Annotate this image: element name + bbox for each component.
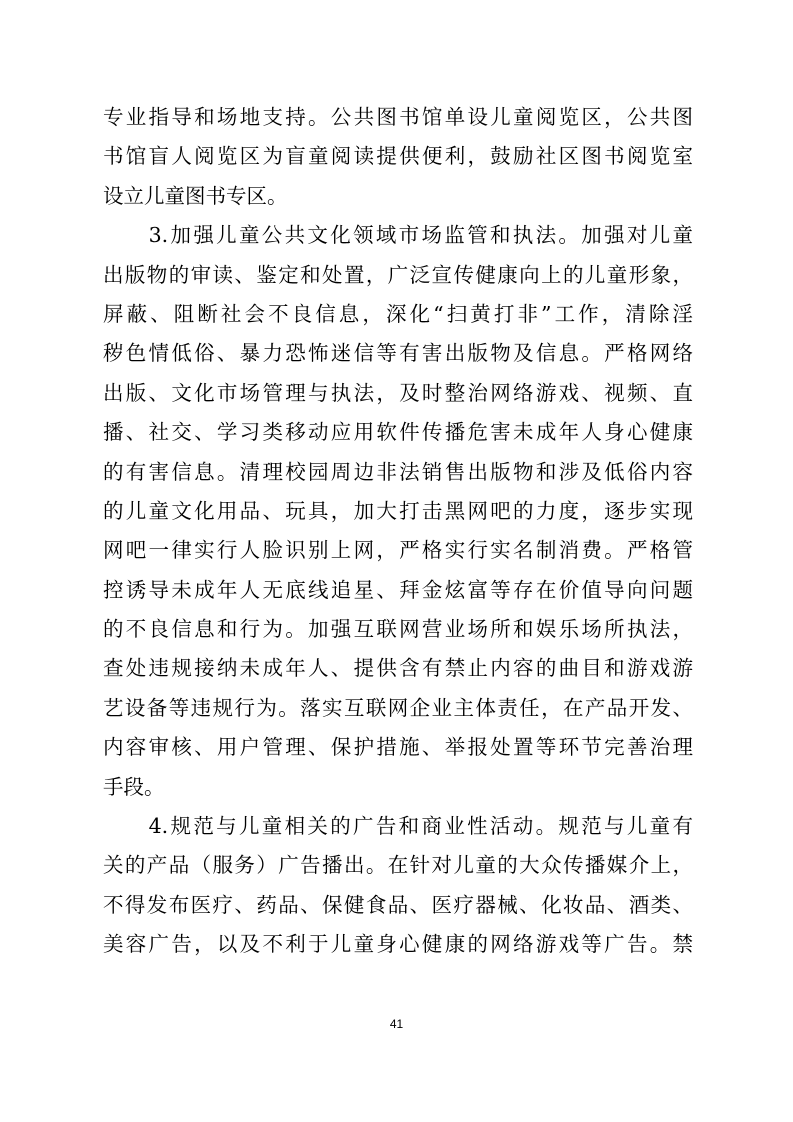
text-line: 控诱导未成年人无底线追星、拜金炫富等存在价值导向问题 [103,577,693,602]
text-line: 艺设备等违规行为。落实互联网企业主体责任，在产品开发、 [103,695,693,720]
text-line: 网吧一律实行人脸识别上网，严格实行实名制消费。严格管 [103,538,693,563]
text-line: 屏蔽、阻断社会不良信息，深化“扫黄打非”工作，清除淫 [103,301,693,326]
text-line: 播、社交、学习类移动应用软件传播危害未成年人身心健康 [103,420,693,445]
text-line: 关的产品（服务）广告播出。在针对儿童的大众传播媒介上， [103,853,693,878]
text-line: 3.加强儿童公共文化领域市场监管和执法。加强对儿童 [103,223,693,248]
text-line: 秽色情低俗、暴力恐怖迷信等有害出版物及信息。严格网络 [103,341,693,366]
text-line: 专业指导和场地支持。公共图书馆单设儿童阅览区，公共图 [103,105,693,129]
text-line: 美容广告，以及不利于儿童身心健康的网络游戏等广告。禁 [103,932,693,957]
text-line: 的儿童文化用品、玩具，加大打击黑网吧的力度，逐步实现 [103,498,693,523]
text-line: 的不良信息和行为。加强互联网营业场所和娱乐场所执法， [103,617,693,642]
text-line: 出版物的审读、鉴定和处置，广泛宣传健康向上的儿童形象， [103,262,693,287]
text-line: 4.规范与儿童相关的广告和商业性活动。规范与儿童有 [103,814,693,839]
body-text [103,98,693,965]
text-line: 手段。 [103,774,165,799]
text-line: 书馆盲人阅览区为盲童阅读提供便利，鼓励社区图书阅览室 [103,144,693,169]
text-line: 的有害信息。清理校园周边非法销售出版物和涉及低俗内容 [103,459,693,484]
text-line: 设立儿童图书专区。 [103,183,288,208]
text-line: 不得发布医疗、药品、保健食品、医疗器械、化妆品、酒类、 [103,892,693,917]
text-line: 内容审核、用户管理、保护措施、举报处置等环节完善治理 [103,735,693,760]
text-line: 出版、文化市场管理与执法，及时整治网络游戏、视频、直 [103,380,693,405]
text-line: 查处违规接纳未成年人、提供含有禁止内容的曲目和游戏游 [103,656,693,681]
page-number: 41 [389,1017,404,1031]
